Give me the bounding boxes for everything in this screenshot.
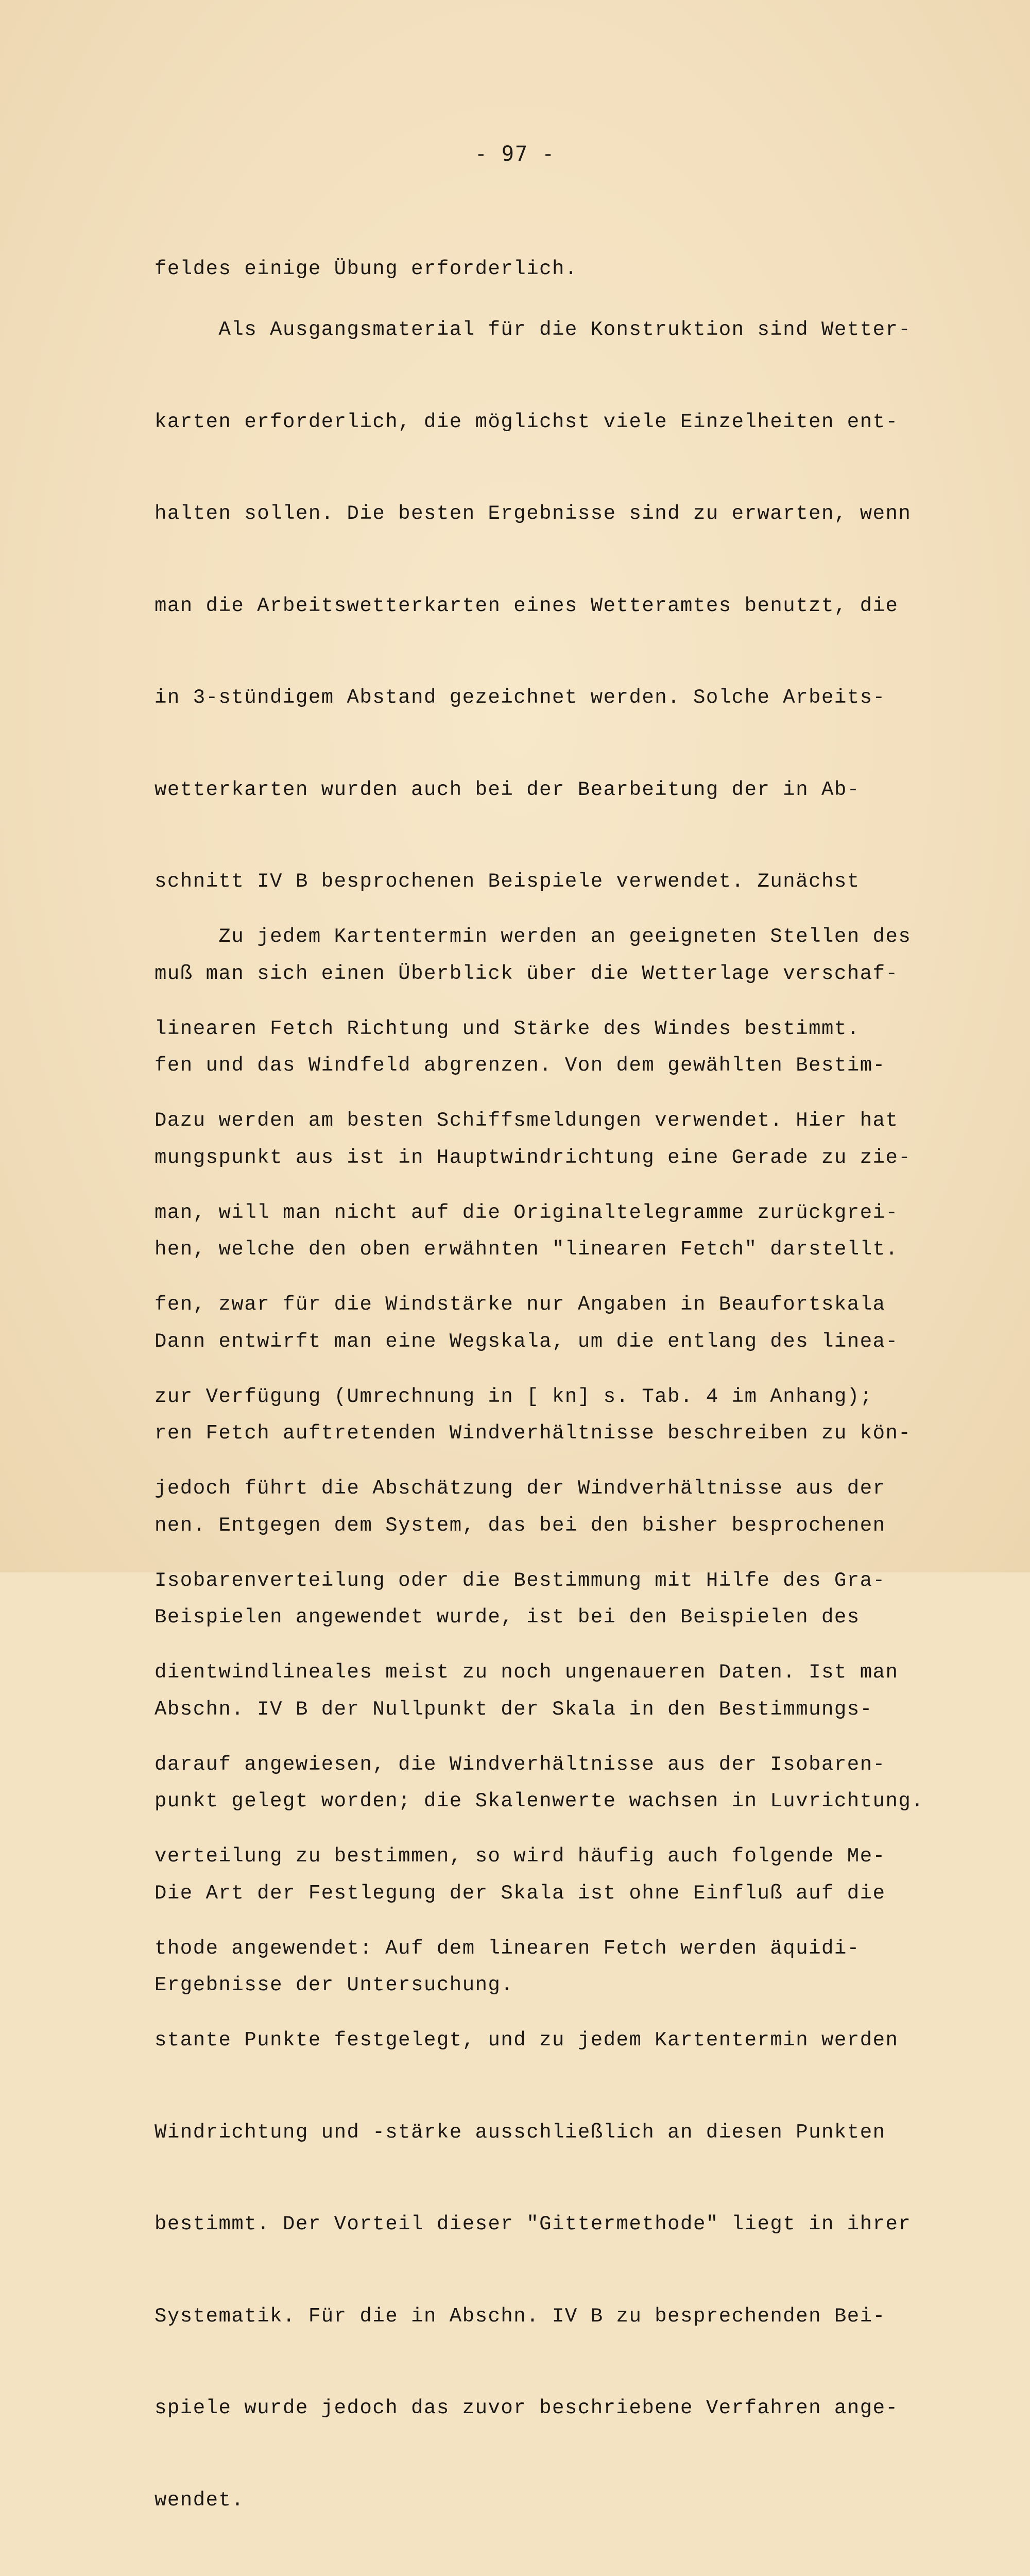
text-line: Ergebnisse der Untersuchung. — [154, 1974, 514, 1996]
text-line: wendet. — [154, 2488, 245, 2512]
text-line: fen, zwar für die Windstärke nur Angaben in Beaufortskala — [154, 1293, 886, 1316]
text-line: Beispielen angewendet wurde, ist bei den Beispielen des — [154, 1606, 860, 1629]
text-line: thode angewendet: Auf dem linearen Fetch werden äquidi- — [154, 1937, 860, 1960]
text-line: muß man sich einen Überblick über die Wetterlage verschaf- — [154, 962, 899, 985]
text-line: Dazu werden am besten Schiffsmeldungen verwendet. Hier hat — [154, 1109, 899, 1132]
text-line: linearen Fetch Richtung und Stärke des Windes bestimmt. — [154, 1017, 860, 1040]
text-line: ren Fetch auftretenden Windverhältnisse beschreiben zu kön- — [154, 1422, 912, 1445]
text-line: hen, welche den oben erwähnten "linearen Fetch" darstellt. — [154, 1238, 899, 1261]
text-line: Zu jedem Kartentermin werden an geeigneten Stellen des — [154, 925, 912, 948]
text-line: karten erforderlich, die möglichst viele Einzelheiten ent- — [154, 410, 899, 433]
text-line: stante Punkte festgelegt, und zu jedem Kartentermin werden — [154, 2029, 899, 2052]
text-line: Dann entwirft man eine Wegskala, um die entlang des linea- — [154, 1330, 899, 1353]
text-line: fen und das Windfeld abgrenzen. Von dem gewählten Bestim- — [154, 1054, 886, 1077]
text-line: darauf angewiesen, die Windverhältnisse aus der Isobaren- — [154, 1753, 886, 1776]
text-line: spiele wurde jedoch das zuvor beschriebene Verfahren ange- — [154, 2397, 899, 2419]
text-line: verteilung zu bestimmen, so wird häufig auch folgende Me- — [154, 1845, 886, 1868]
text-line: man die Arbeitswetterkarten eines Wetteramtes benutzt, die — [154, 594, 899, 617]
text-line: Die Art der Festlegung der Skala ist ohne Einfluß auf die — [154, 1882, 886, 1905]
text-line: Abschn. IV B der Nullpunkt der Skala in den Bestimmungs- — [154, 1698, 873, 1721]
paragraph-3 — [154, 860, 924, 2576]
text-line: schnitt IV B besprochenen Beispiele verwendet. Zunächst — [154, 870, 860, 893]
text-line: Windrichtung und -stärke ausschließlich an diesen Punkten — [154, 2121, 886, 2144]
text-line: zur Verfügung (Umrechnung in [ kn] s. Tab. 4 im Anhang); — [154, 1385, 873, 1408]
text-line: man, will man nicht auf die Originaltelegramme zurückgrei- — [154, 1201, 899, 1224]
page-number: - 97 - — [474, 142, 556, 166]
text-line: halten sollen. Die besten Ergebnisse sind zu erwarten, wenn — [154, 502, 912, 525]
text-line: jedoch führt die Abschätzung der Windverhältnisse aus der — [154, 1477, 886, 1500]
text-line: nen. Entgegen dem System, das bei den bisher besprochenen — [154, 1514, 886, 1537]
text-line: wetterkarten wurden auch bei der Bearbeitung der in Ab- — [154, 778, 860, 801]
text-line: in 3-stündigem Abstand gezeichnet werden. Solche Arbeits- — [154, 686, 886, 709]
text-line: punkt gelegt worden; die Skalenwerte wachsen in Luvrichtung. — [154, 1790, 924, 1812]
text-line: bestimmt. Der Vorteil dieser "Gittermethode" liegt in ihrer — [154, 2213, 912, 2235]
text-line: Als Ausgangsmaterial für die Konstruktion sind Wetter- — [154, 318, 912, 341]
text-line: mungspunkt aus ist in Hauptwindrichtung eine Gerade zu zie- — [154, 1146, 912, 1169]
text-line: Isobarenverteilung oder die Bestimmung mit Hilfe des Gra- — [154, 1569, 886, 1592]
text-line: dientwindlineales meist zu noch ungenaueren Daten. Ist man — [154, 1661, 899, 1684]
text-line: Systematik. Für die in Abschn. IV B zu besprechenden Bei- — [154, 2304, 886, 2328]
text-line: feldes einige Übung erforderlich. — [154, 258, 578, 280]
